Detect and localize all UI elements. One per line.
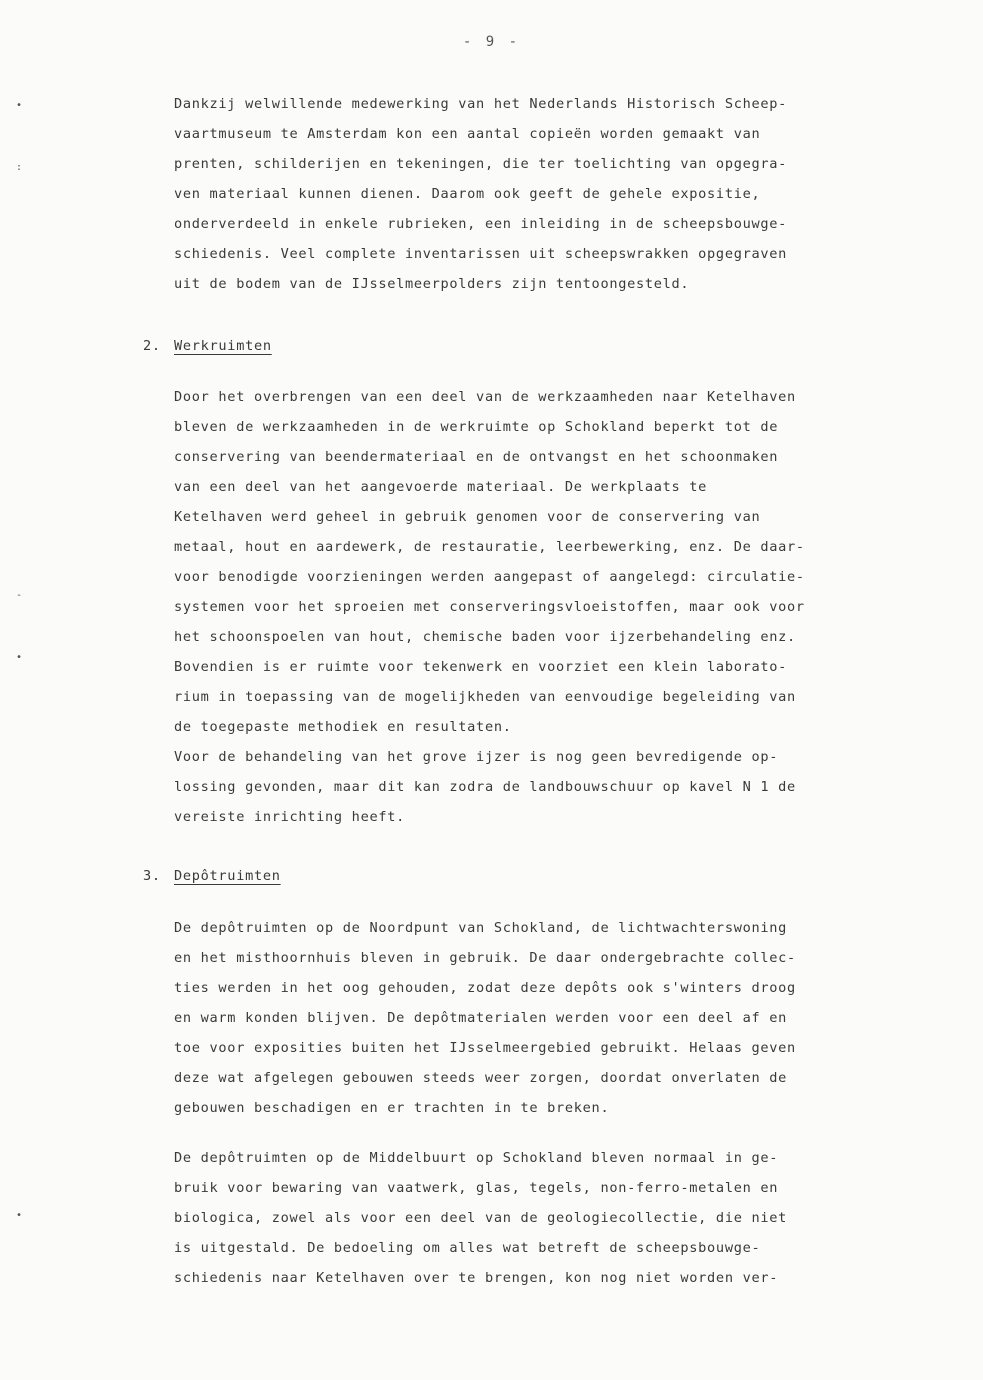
text-line: bruik voor bewaring van vaatwerk, glas, tegels, non-ferro-metalen en [174, 1180, 779, 1196]
text-line: ven materiaal kunnen dienen. Daarom ook geeft de gehele expositie, [174, 186, 761, 202]
text-line: De depôtruimten op de Middelbuurt op Schokland bleven normaal in ge- [174, 1150, 779, 1166]
text-line: de toegepaste methodiek en resultaten. [174, 719, 512, 735]
text-line: vaartmuseum te Amsterdam kon een aantal copieën worden gemaakt van [174, 126, 761, 142]
section-number: 2. [143, 338, 161, 354]
text-line: bleven de werkzaamheden in de werkruimte op Schokland beperkt tot de [174, 419, 779, 435]
text-line: ties werden in het oog gehouden, zodat deze depôts ook s'winters droog [174, 980, 796, 996]
text-line: metaal, hout en aardewerk, de restauratie, leerbewerking, enz. De daar- [174, 539, 805, 555]
margin-mark: - [16, 590, 23, 601]
text-line: deze wat afgelegen gebouwen steeds weer zorgen, doordat onverlaten de [174, 1070, 788, 1086]
section-number: 3. [143, 868, 161, 884]
text-line: van een deel van het aangevoerde materiaal. De werkplaats te [174, 479, 708, 495]
text-line: voor benodigde voorzieningen werden aangepast of aangelegd: circulatie- [174, 569, 805, 585]
text-line: schiedenis. Veel complete inventarissen uit scheepswrakken opgegraven [174, 246, 788, 262]
text-line: conservering van beendermateriaal en de ontvangst en het schoonmaken [174, 449, 779, 465]
text-line: Bovendien is er ruimte voor tekenwerk en voorziet een klein laborato- [174, 659, 788, 675]
text-line: lossing gevonden, maar dit kan zodra de landbouwschuur op kavel N 1 de [174, 779, 796, 795]
margin-mark: • [16, 100, 23, 111]
page-number: - 9 - [462, 34, 521, 50]
section-title: Werkruimten [174, 338, 272, 354]
text-line: gebouwen beschadigen en er trachten in te breken. [174, 1100, 610, 1116]
text-line: rium in toepassing van de mogelijkheden van eenvoudige begeleiding van [174, 689, 796, 705]
intro-paragraph [174, 89, 894, 299]
text-line: vereiste inrichting heeft. [174, 809, 405, 825]
margin-mark: • [16, 1210, 23, 1221]
text-line: uit de bodem van de IJsselmeerpolders zijn tentoongesteld. [174, 276, 690, 292]
text-line: onderverdeeld in enkele rubrieken, een inleiding in de scheepsbouwge- [174, 216, 788, 232]
text-line: De depôtruimten op de Noordpunt van Schokland, de lichtwachterswoning [174, 920, 788, 936]
text-line: Voor de behandeling van het grove ijzer is nog geen bevredigende op- [174, 749, 779, 765]
text-line: schiedenis naar Ketelhaven over te brengen, kon nog niet worden ver- [174, 1270, 779, 1286]
depotruimten-paragraph-1 [174, 913, 894, 1123]
section-heading-depotruimten [143, 868, 281, 884]
margin-mark: • [16, 652, 23, 663]
text-line: toe voor exposities buiten het IJsselmeergebied gebruikt. Helaas geven [174, 1040, 796, 1056]
text-line: is uitgestald. De bedoeling om alles wat betreft de scheepsbouwge- [174, 1240, 761, 1256]
werkruimten-paragraph [174, 382, 894, 832]
margin-mark: : [16, 162, 23, 173]
text-line: het schoonspoelen van hout, chemische baden voor ijzerbehandeling enz. [174, 629, 796, 645]
depotruimten-paragraph-2 [174, 1143, 894, 1293]
text-line: prenten, schilderijen en tekeningen, die ter toelichting van opgegra- [174, 156, 788, 172]
text-line: systemen voor het sproeien met conserveringsvloeistoffen, maar ook voor [174, 599, 805, 615]
text-line: Ketelhaven werd geheel in gebruik genomen voor de conservering van [174, 509, 761, 525]
text-line: en het misthoornhuis bleven in gebruik. De daar ondergebrachte collec- [174, 950, 796, 966]
section-heading-werkruimten [143, 338, 272, 354]
text-line: Dankzij welwillende medewerking van het Nederlands Historisch Scheep- [174, 96, 788, 112]
text-line: Door het overbrengen van een deel van de werkzaamheden naar Ketelhaven [174, 389, 796, 405]
text-line: en warm konden blijven. De depôtmaterialen werden voor een deel af en [174, 1010, 788, 1026]
section-title: Depôtruimten [174, 868, 281, 884]
text-line: biologica, zowel als voor een deel van de geologiecollectie, die niet [174, 1210, 788, 1226]
